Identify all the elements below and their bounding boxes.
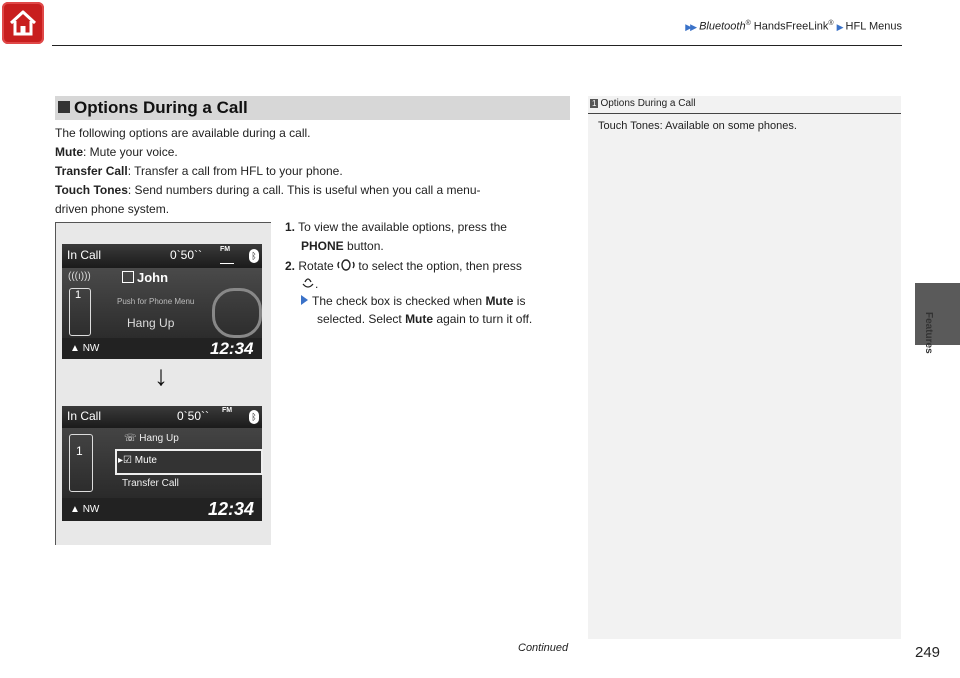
transfer-desc: : Transfer a call from HFL to your phone. <box>127 164 343 178</box>
step-2: 2. Rotate to select the option, then press <box>285 259 522 273</box>
clock: 12:34 <box>210 339 254 358</box>
signal-icon <box>220 255 234 264</box>
sidebar-note <box>588 96 901 639</box>
transfer-item <box>55 164 343 178</box>
tones-term: Touch Tones <box>55 183 128 197</box>
step-note-cont: selected. Select Mute again to turn it off. <box>317 312 533 326</box>
step-1-text: To view the available options, press the <box>298 220 507 234</box>
breadcrumb-arrow-icon: ▶ <box>836 21 842 32</box>
menu-hang-up[interactable]: ☏ Hang Up <box>124 433 179 444</box>
screen-in-call <box>62 244 262 359</box>
breadcrumb-bluetooth[interactable]: Bluetooth <box>699 20 746 33</box>
tones-item-cont: driven phone system. <box>55 202 170 216</box>
phone-button-label: PHONE <box>301 239 344 253</box>
breadcrumb-arrow-icon: ▶▶ <box>685 21 696 32</box>
screen-title: In Call <box>67 248 102 262</box>
phone-line: 1 <box>75 289 82 301</box>
compass-direction: NW <box>82 343 100 354</box>
breadcrumb <box>685 20 902 33</box>
sidebar-ref-number: 1 <box>592 99 597 108</box>
mute-term: Mute <box>55 145 83 159</box>
compass-direction: NW <box>82 504 100 515</box>
step-2-cont: . <box>301 276 318 291</box>
bluetooth-icon: ᛒ <box>249 410 259 424</box>
house-icon <box>8 8 38 38</box>
push-for-menu: Push for Phone Menu <box>117 297 195 306</box>
mute-item <box>55 145 178 159</box>
mute-desc: : Mute your voice. <box>83 145 178 159</box>
menu-mute[interactable]: ▸☑ Mute <box>118 455 157 466</box>
fm-label: FM <box>220 246 231 253</box>
note-arrow-icon <box>301 295 308 305</box>
breadcrumb-handsfreelink[interactable]: HandsFreeLink <box>750 20 829 33</box>
phone-icon <box>69 434 93 492</box>
compass: ▲ NW <box>70 504 100 515</box>
step-2-num: 2. <box>285 259 296 273</box>
section-square-icon <box>58 101 70 113</box>
header-rule <box>52 45 902 46</box>
breadcrumb-hfl-menus[interactable]: HFL Menus <box>845 20 902 33</box>
screen-title: In Call <box>67 409 102 423</box>
tones-desc: : Send numbers during a call. This is useful when you call a menu- <box>127 183 481 197</box>
contact-icon <box>122 271 134 283</box>
tones-item <box>55 183 481 197</box>
step-1-cont: PHONE button. <box>301 239 384 253</box>
registered-mark: ® <box>828 20 834 27</box>
down-arrow-icon: ↓ <box>154 360 168 391</box>
step-note: The check box is checked when Mute is <box>301 294 525 308</box>
registered-mark: ® <box>745 20 751 27</box>
page-number: 249 <box>915 644 941 661</box>
sidebar-heading-text: Options During a Call <box>600 98 696 109</box>
clock: 12:34 <box>208 499 255 519</box>
phone-line: 1 <box>76 444 83 458</box>
menu-transfer-call[interactable]: Transfer Call <box>122 478 179 489</box>
step-1-num: 1. <box>285 220 296 234</box>
step-1 <box>285 220 507 234</box>
hang-up-option: Hang Up <box>127 316 175 330</box>
section-title: Options During a Call <box>74 98 248 117</box>
call-timer: 0`50`` <box>177 409 210 423</box>
compass: ▲ NW <box>70 343 100 354</box>
bluetooth-icon: ᛒ <box>249 249 259 263</box>
side-tab-label: Features <box>923 312 934 354</box>
sidebar-text: Touch Tones: Available on some phones. <box>598 120 797 132</box>
continued-label: Continued <box>518 642 569 654</box>
call-timer: 0`50`` <box>170 248 203 262</box>
intro-text: The following options are available during a call. <box>55 126 311 140</box>
signal-waves-icon: (((ı))) <box>68 271 91 282</box>
sidebar-heading <box>590 98 696 109</box>
rotate-knob-icon <box>337 258 355 272</box>
fm-label: FM <box>222 407 233 414</box>
steering-wheel-icon <box>212 288 262 338</box>
caller-name: John <box>137 270 169 285</box>
home-icon[interactable] <box>2 2 44 44</box>
transfer-term: Transfer Call <box>55 164 128 178</box>
press-knob-icon <box>301 276 315 288</box>
sidebar-rule <box>588 113 901 114</box>
screen-options-menu <box>62 406 262 521</box>
